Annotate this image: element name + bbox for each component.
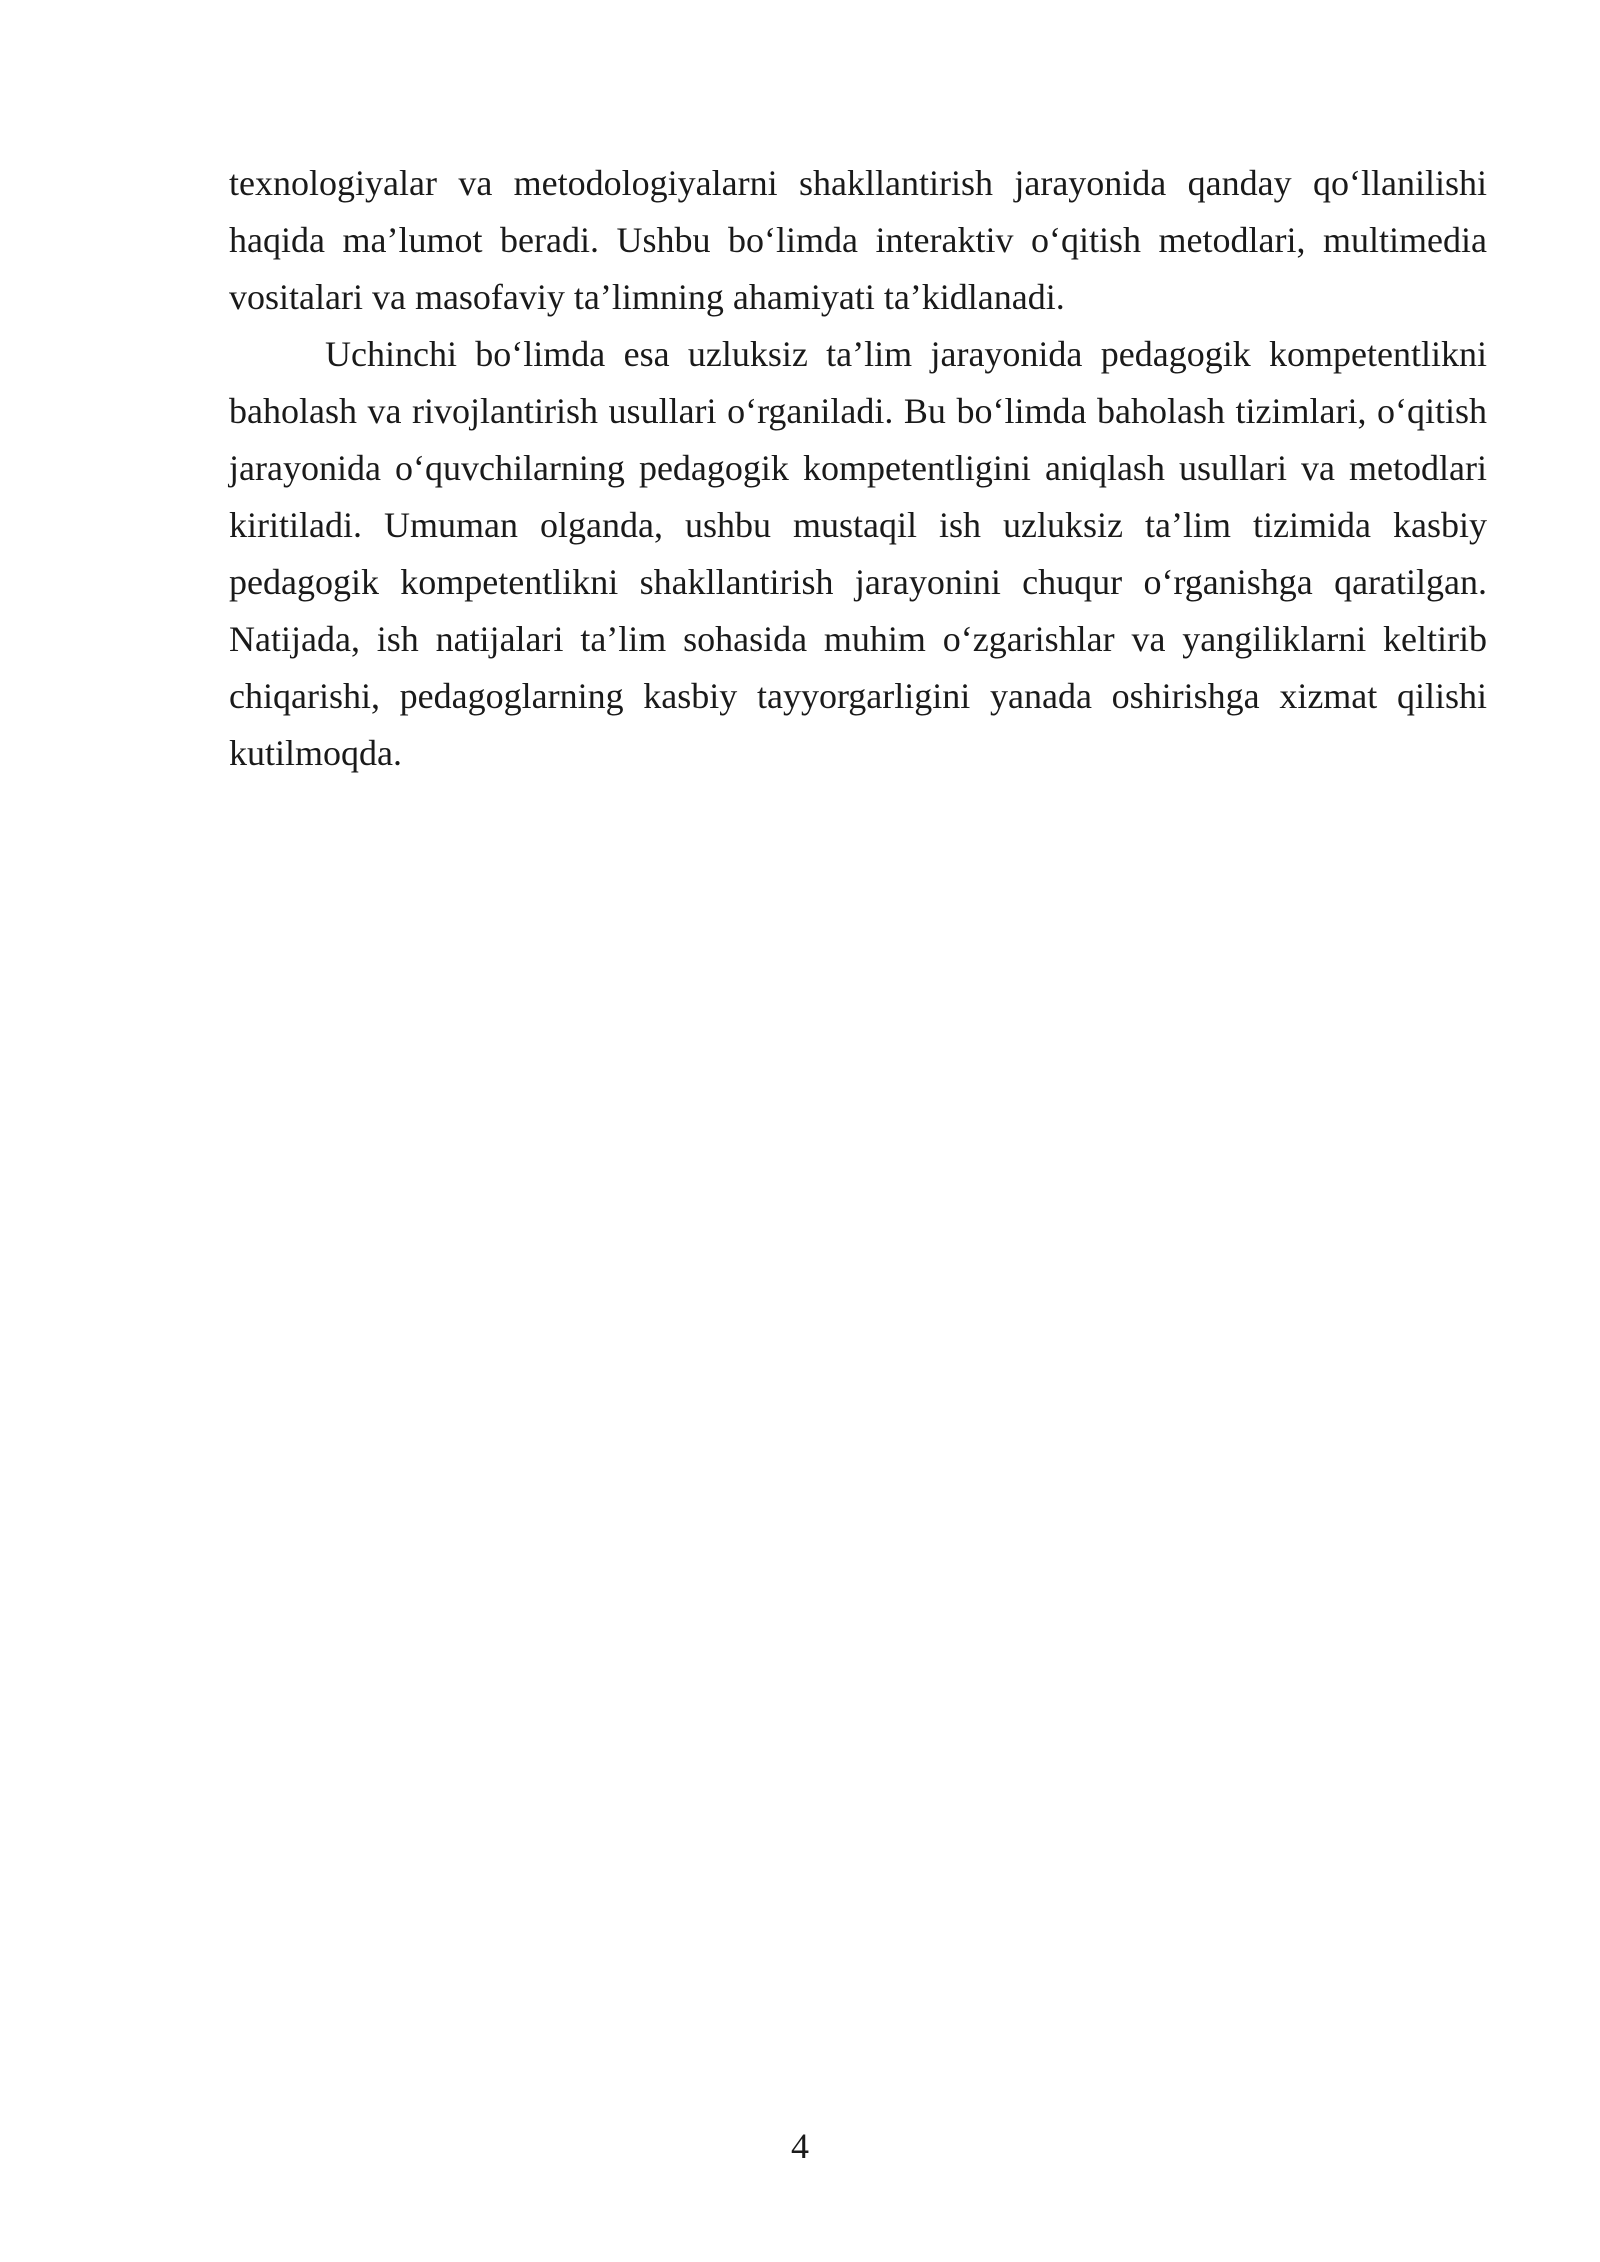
paragraph-third-section: Uchinchi bo‘limda esa uzluksiz ta’lim jarayonida pedagogik kompetentlikni baholash va rivojlantirish usullari o‘rganiladi. Bu bo‘limda baholash tizimlari, o‘qitish jarayonida o‘quvchilarning pedagogik kompetentligini aniqlash usullari va metodlari kiritiladi. Umuman olganda, ushbu mustaqil ish uzluksiz ta’lim tizimida kasbiy pedagogik kompetentlikni shakllantirish jarayonini chuqur o‘rganishga qaratilgan. Natijada, ish natijalari ta’lim sohasida muhim o‘zgarishlar va yangiliklarni keltirib chiqarishi, pedagoglarning kasbiy tayyorgarligini yanada oshirishga xizmat qilishi kutilmoqda. — [229, 334, 1487, 773]
page-number: 4 — [791, 2126, 809, 2166]
paragraph-continuation: texnologiyalar va metodologiyalarni shakllantirish jarayonida qanday qo‘llanilishi haqida ma’lumot beradi. Ushbu bo‘limda interaktiv o‘qitish metodlari, multimedia vositalari va masofaviy ta’limning ahamiyati ta’kidlanadi. — [229, 163, 1487, 317]
body-text — [229, 155, 1487, 782]
